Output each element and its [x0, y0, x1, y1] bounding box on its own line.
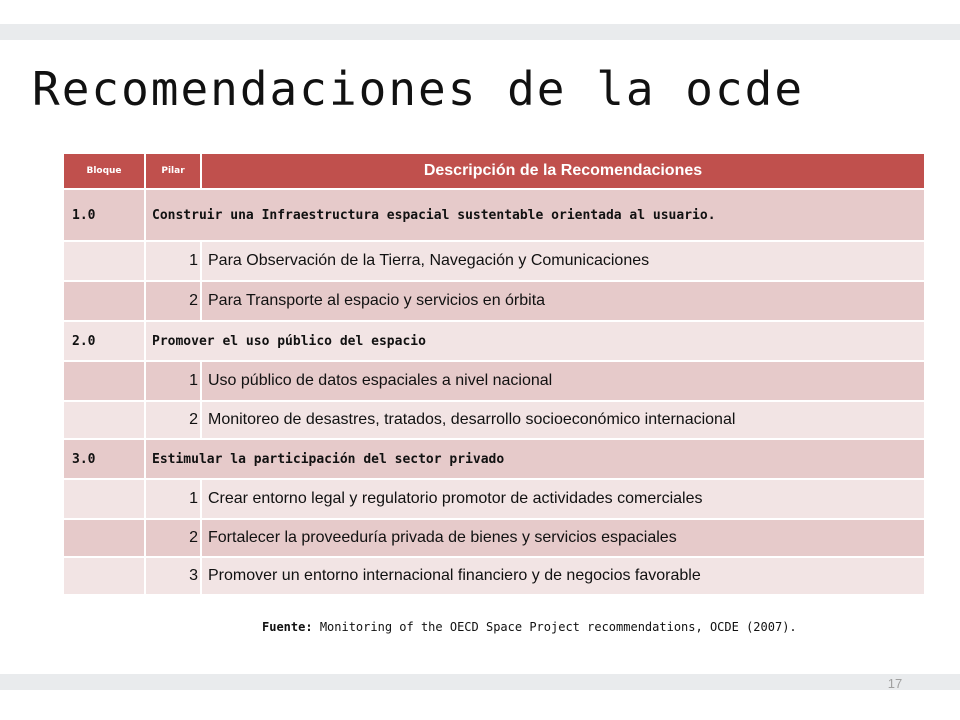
row-descripcion: Uso público de datos espaciales a nivel nacional	[201, 361, 925, 401]
table-row	[63, 361, 925, 401]
table-row	[63, 401, 925, 439]
table-row	[63, 557, 925, 595]
row-bloque	[63, 361, 145, 401]
table-header-row	[63, 153, 925, 189]
row-descripcion: Promover el uso público del espacio	[145, 321, 925, 361]
row-bloque	[63, 281, 145, 321]
row-pilar: 1	[145, 241, 201, 281]
row-pilar: 1	[145, 361, 201, 401]
row-bloque	[63, 401, 145, 439]
top-band	[0, 24, 960, 40]
row-bloque	[63, 241, 145, 281]
row-pilar: 2	[145, 281, 201, 321]
recommendations-table	[62, 152, 926, 596]
row-pilar: 3	[145, 557, 201, 595]
table-row	[63, 439, 925, 479]
row-bloque: 2.0	[63, 321, 145, 361]
row-descripcion: Promover un entorno internacional financiero y de negocios favorable	[201, 557, 925, 595]
header-bloque: Bloque	[63, 153, 145, 189]
row-descripcion: Fortalecer la proveeduría privada de bienes y servicios espaciales	[201, 519, 925, 557]
table-row	[63, 281, 925, 321]
row-pilar: 2	[145, 401, 201, 439]
table-row	[63, 189, 925, 241]
row-descripcion: Estimular la participación del sector privado	[145, 439, 925, 479]
slide-title: Recomendaciones de la ocde	[32, 62, 805, 116]
source-label: Fuente:	[262, 620, 313, 634]
row-bloque	[63, 519, 145, 557]
row-bloque: 1.0	[63, 189, 145, 241]
row-pilar: 2	[145, 519, 201, 557]
row-descripcion: Construir una Infraestructura espacial sustentable orientada al usuario.	[145, 189, 925, 241]
page-number: 17	[887, 676, 903, 691]
row-pilar: 1	[145, 479, 201, 519]
row-bloque: 3.0	[63, 439, 145, 479]
row-descripcion: Crear entorno legal y regulatorio promotor de actividades comerciales	[201, 479, 925, 519]
header-pilar: Pilar	[145, 153, 201, 189]
source-text: Monitoring of the OECD Space Project recommendations, OCDE (2007).	[319, 620, 797, 634]
row-descripcion: Para Observación de la Tierra, Navegación y Comunicaciones	[201, 241, 925, 281]
row-bloque	[63, 557, 145, 595]
row-descripcion: Para Transporte al espacio y servicios en órbita	[201, 281, 925, 321]
table-row	[63, 519, 925, 557]
table-row	[63, 321, 925, 361]
row-descripcion: Monitoreo de desastres, tratados, desarrollo socioeconómico internacional	[201, 401, 925, 439]
header-descripcion: Descripción de la Recomendaciones	[201, 153, 925, 189]
source-note	[262, 620, 797, 634]
table-row	[63, 241, 925, 281]
table-row	[63, 479, 925, 519]
row-bloque	[63, 479, 145, 519]
bottom-band	[0, 674, 960, 690]
